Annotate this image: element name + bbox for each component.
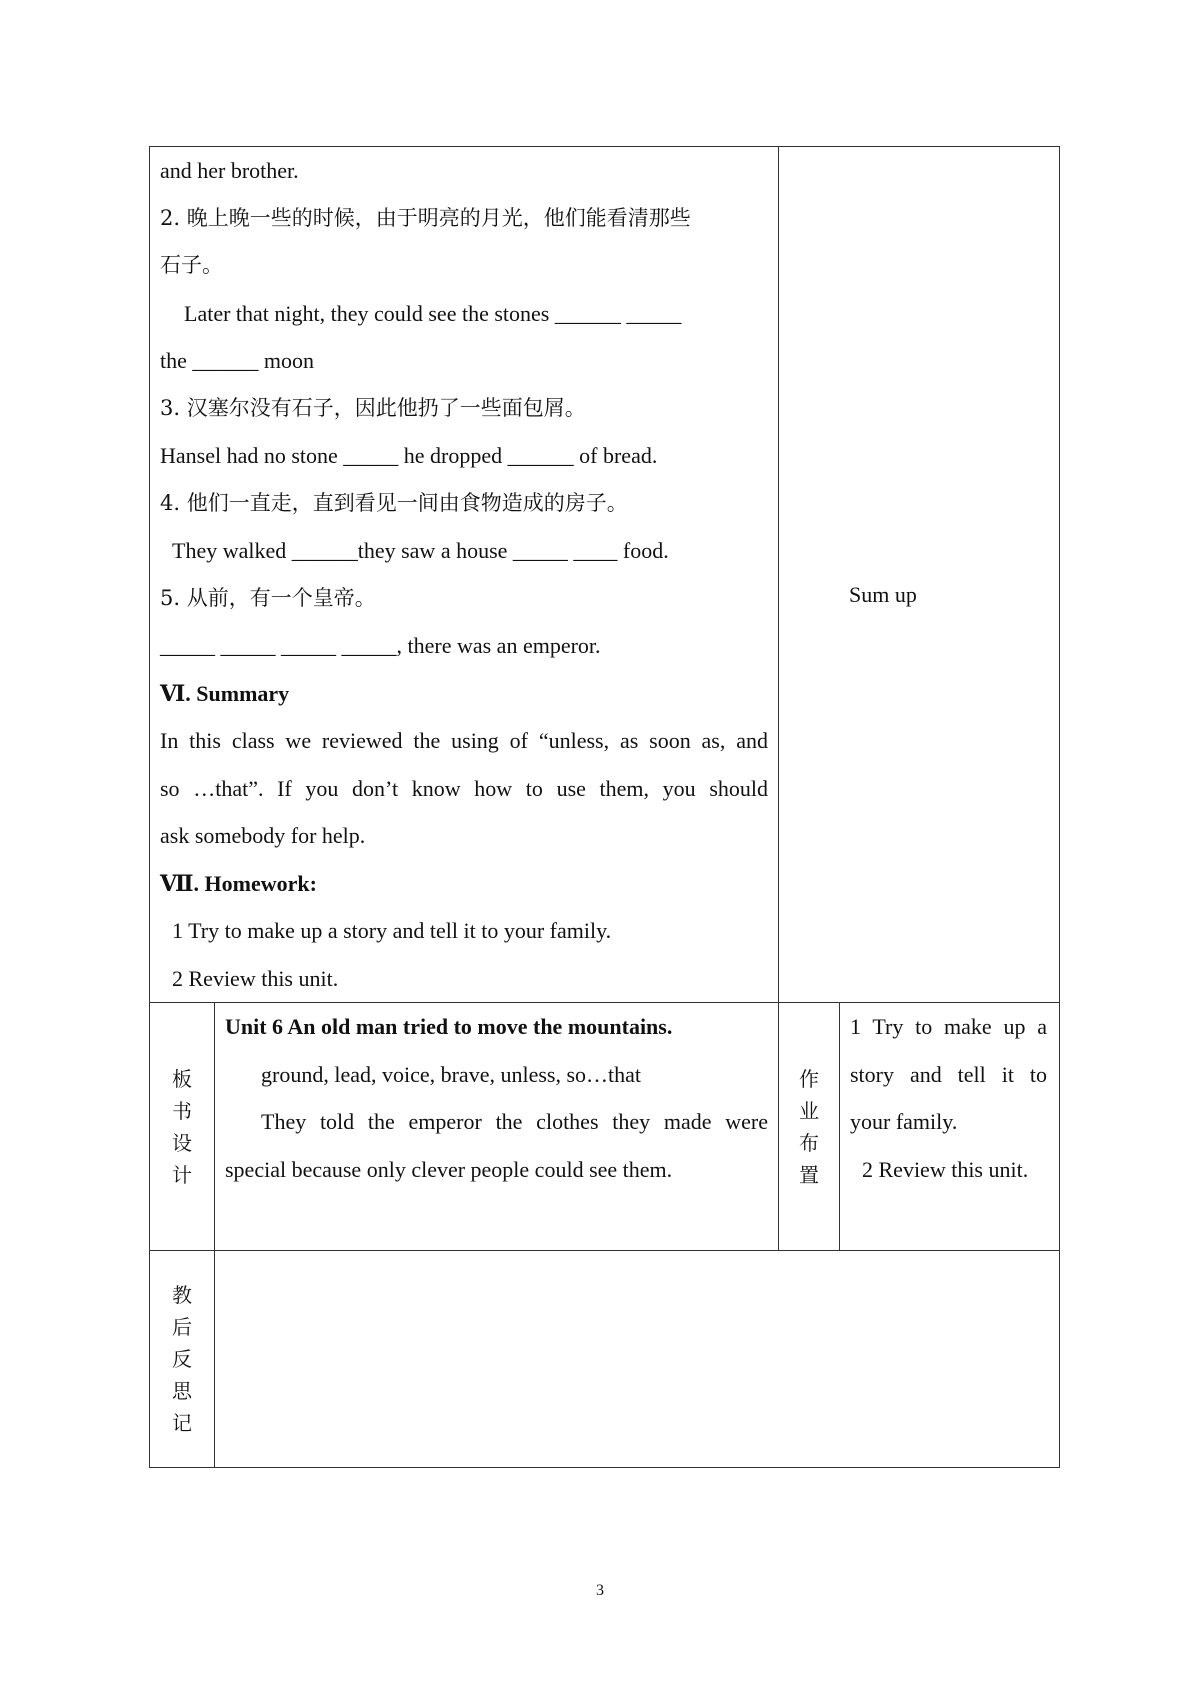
board-design-content bbox=[215, 1003, 779, 1251]
procedure-cell bbox=[150, 147, 779, 1003]
label-char: 布 bbox=[799, 1130, 819, 1155]
aside-cell bbox=[779, 147, 1060, 1003]
label-char: 作 bbox=[799, 1066, 819, 1091]
reflection-label bbox=[150, 1251, 215, 1468]
exercise-4-english: They walked ______they saw a house _____ ____ food. bbox=[172, 538, 669, 563]
label-char: 后 bbox=[172, 1315, 192, 1339]
exercise-4-chinese: 4. 他们一直走，直到看见一间由食物造成的房子。 bbox=[160, 490, 628, 515]
assignment-line: 2 Review this unit. bbox=[862, 1156, 1029, 1182]
label-char: 记 bbox=[172, 1411, 192, 1435]
exercise-2-chinese-cont: 石子。 bbox=[160, 253, 223, 277]
label-char: 思 bbox=[172, 1379, 192, 1403]
page-number: 3 bbox=[596, 1582, 604, 1599]
assignment-line: 1 Try to make up a bbox=[850, 1014, 1048, 1039]
label-char: 置 bbox=[799, 1162, 819, 1187]
board-title: Unit 6 An old man tried to move the mountains. bbox=[225, 1014, 673, 1039]
board-design-label bbox=[150, 1003, 215, 1251]
exercise-2-chinese: 2. 晚上晚一些的时候，由于明亮的月光，他们能看清那些 bbox=[160, 205, 691, 230]
label-char: 反 bbox=[172, 1347, 192, 1371]
exercise-5-english: _____ _____ _____ _____, there was an emperor. bbox=[160, 633, 601, 658]
reflection-row bbox=[150, 1251, 1060, 1468]
assignment-line: your family. bbox=[850, 1109, 958, 1134]
board-words: ground, lead, voice, brave, unless, so…that bbox=[261, 1061, 642, 1087]
exercise-3-chinese: 3. 汉塞尔没有石子，因此他扔了一些面包屑。 bbox=[160, 395, 586, 420]
procedure-row bbox=[150, 147, 1060, 1003]
assignment-content bbox=[840, 1003, 1060, 1251]
label-char: 设 bbox=[172, 1130, 192, 1155]
label-char: 教 bbox=[172, 1283, 192, 1307]
summary-line: In this class we reviewed the using of “unless, as soon as, and bbox=[160, 728, 768, 753]
label-char: 计 bbox=[172, 1162, 192, 1187]
procedure-line: and her brother. bbox=[160, 158, 299, 183]
homework-heading: Ⅶ. Homework: bbox=[160, 870, 317, 896]
reflection-content bbox=[215, 1251, 1060, 1468]
exercise-2-english-cont: the ______ moon bbox=[160, 348, 314, 373]
board-sentence: They told the emperor the clothes they made were bbox=[261, 1109, 768, 1134]
homework-item: 1 Try to make up a story and tell it to your family. bbox=[172, 918, 612, 943]
summary-line: so …that”. If you don’t know how to use them, you should bbox=[160, 775, 768, 801]
board-row bbox=[150, 1003, 1060, 1251]
label-char: 板 bbox=[172, 1066, 192, 1091]
board-sentence-cont: special because only clever people could see them. bbox=[225, 1156, 673, 1182]
summary-line: ask somebody for help. bbox=[160, 823, 366, 848]
lesson-plan-table bbox=[149, 146, 1060, 1468]
label-char: 业 bbox=[799, 1098, 819, 1123]
sum-up-label: Sum up bbox=[849, 581, 917, 607]
exercise-5-chinese: 5. 从前，有一个皇帝。 bbox=[160, 585, 376, 610]
exercise-3-english: Hansel had no stone _____ he dropped ______ of bread. bbox=[160, 443, 658, 468]
exercise-2-english: Later that night, they could see the stones ______ _____ bbox=[184, 300, 682, 326]
assignment-label bbox=[779, 1003, 840, 1251]
label-char: 书 bbox=[172, 1098, 192, 1123]
summary-heading: Ⅵ. Summary bbox=[160, 680, 290, 706]
assignment-line: story and tell it to bbox=[850, 1061, 1048, 1087]
homework-item: 2 Review this unit. bbox=[172, 965, 339, 991]
